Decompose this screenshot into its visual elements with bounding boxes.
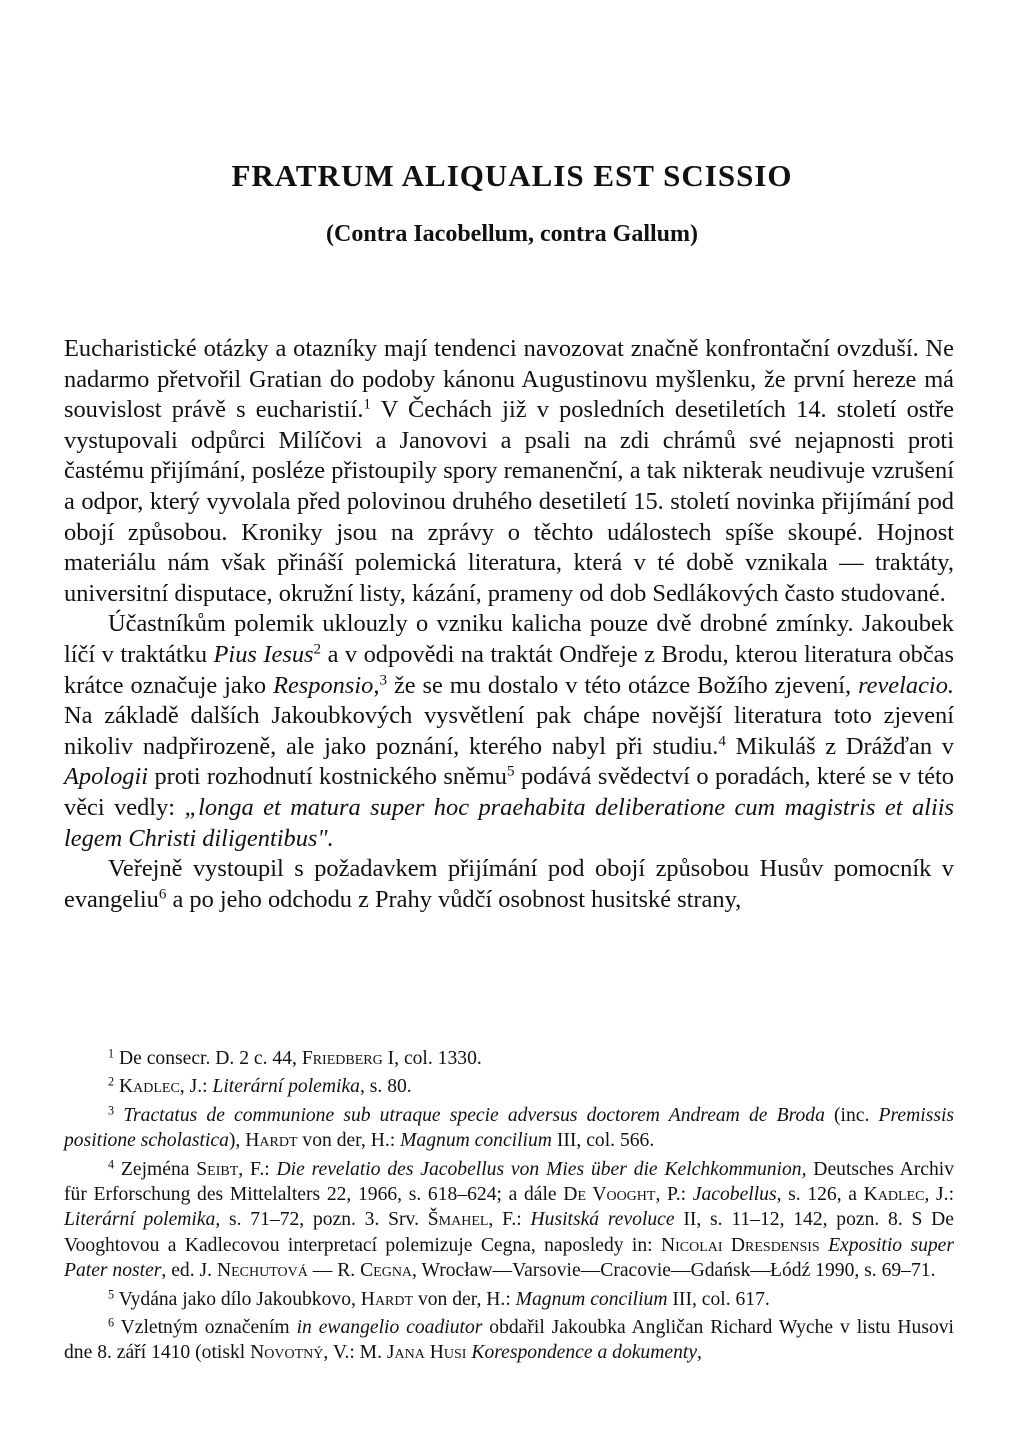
text-run: von der, H.: xyxy=(297,1130,401,1152)
text-run: II, s. 11–12, 142, pozn. 8. S De Vooghtovou a Kadlecovou interpretací polemizuje Cegna, naposledy in: xyxy=(64,1209,954,1256)
text-run: III, col. 617. xyxy=(667,1288,770,1310)
page-title: FRATRUM ALIQUALIS EST SCISSIO xyxy=(231,158,793,193)
footnote xyxy=(64,1046,954,1071)
author-name: De Vooght xyxy=(563,1184,656,1206)
text-run: , P.: xyxy=(655,1184,693,1206)
author-name: Hardt xyxy=(245,1130,298,1152)
italic-title: Expositio super Pater noster xyxy=(64,1234,954,1282)
footnote-number: 5 xyxy=(108,1286,115,1301)
text-run: III, col. 566. xyxy=(551,1130,655,1152)
text-run: De consecr. D. 2 c. 44, xyxy=(114,1048,302,1069)
footnote-ref: 2 xyxy=(313,641,322,658)
text-run: (inc. xyxy=(824,1104,879,1126)
text-run: že se mu dostalo v této otázce Božího zjevení, xyxy=(387,671,859,699)
footnote xyxy=(64,1315,954,1366)
text-run: a po jeho odchodu z Prahy vůdčí osobnost husitské strany, xyxy=(166,885,742,913)
text-run: obdařil Jakoubka Angličan Richard Wyche v listu Husovi dne 8. září 1410 (otiskl xyxy=(64,1317,954,1364)
italic-title: Jacobellus xyxy=(692,1184,777,1206)
footnote-number: 2 xyxy=(108,1074,115,1089)
author-name: Novotný xyxy=(250,1342,324,1364)
italic-title: Literární polemika xyxy=(212,1076,360,1098)
text-run: , xyxy=(697,1342,702,1364)
footnote-ref: 4 xyxy=(718,733,726,750)
italic-title: Korespondence a dokumenty xyxy=(471,1342,698,1364)
author-name: Nicolai Dresdensis xyxy=(660,1234,820,1256)
text-run: Zejména xyxy=(114,1158,197,1180)
text-run: Vydána jako dílo Jakoubkovo, xyxy=(114,1288,361,1310)
text-run: Účastníkům polemik uklouzly o vzniku kalicha pouze dvě drobné zmínky. Jakoubek líčí v traktátku xyxy=(64,610,954,668)
text-run: , Wrocław—Varsovie—Cracovie—Gdańsk—Łódź 1990, s. 69–71. xyxy=(412,1260,936,1282)
paragraph xyxy=(64,854,954,915)
body-text xyxy=(64,334,954,915)
italic-quotation: „longa et matura super hoc praehabita deliberatione cum magistris et aliis legem Christi diligentibus". xyxy=(64,793,954,852)
italic-title: Magnum concilium xyxy=(515,1288,668,1310)
text-run: Mikuláš z Drážďan v xyxy=(725,732,954,760)
text-run: Na základě dalších Jakoubkových vysvětlení pak chápe novější literatura toto zjevení nikoliv nadpřirozeně, ale jako poznání, kterého nabyl při studiu. xyxy=(64,702,954,760)
footnote xyxy=(64,1157,954,1284)
author-name: Seibt xyxy=(196,1158,239,1180)
italic-title: Die revelatio des Jacobellus von Mies über die Kelchkommunion, xyxy=(276,1158,807,1180)
italic-title: Pius Iesus xyxy=(213,640,314,668)
text-run: a v odpovědi na traktát Ondřeje z Brodu, kterou literatura občas krátce označuje jako xyxy=(64,640,954,699)
text-run: , J.: xyxy=(924,1184,955,1206)
footnote-number: 4 xyxy=(108,1156,115,1171)
italic-title: Husitská revoluce xyxy=(530,1209,675,1231)
footnote xyxy=(64,1287,954,1312)
footnote-number: 1 xyxy=(108,1046,115,1061)
italic-title: Tractatus de communione sub utraque specie adversus doctorem Andream de Broda xyxy=(123,1104,825,1126)
italic-title: Magnum concilium xyxy=(400,1130,552,1152)
text-run: , s. 71–72, pozn. 3. Srv. xyxy=(215,1209,428,1231)
author-name: Jana Husi xyxy=(386,1342,467,1364)
italic-term: in ewangelio coadiutor xyxy=(296,1317,483,1339)
text-run: , F.: xyxy=(238,1158,277,1180)
italic-term: revelacio. xyxy=(858,671,954,699)
italic-title: Responsio, xyxy=(273,671,380,699)
text-run xyxy=(820,1235,828,1256)
text-run: Deutsches Archiv für Erforschung des Mittelalters 22, 1966, s. 618–624; a dále xyxy=(64,1158,954,1206)
author-name: Hardt xyxy=(360,1288,414,1310)
text-run: I, col. 1330. xyxy=(382,1048,482,1069)
paragraph xyxy=(64,334,954,609)
footnote-ref: 1 xyxy=(363,396,371,413)
footnote-number: 6 xyxy=(108,1315,115,1330)
italic-title: Literární polemika xyxy=(64,1209,216,1231)
text-run: , s. 80. xyxy=(359,1076,412,1098)
author-name: Cegna xyxy=(360,1260,413,1282)
text-run: , F.: xyxy=(488,1209,531,1231)
text-run: — R. xyxy=(307,1260,361,1282)
text-run: ), xyxy=(228,1130,246,1152)
author-name: Šmahel xyxy=(427,1209,489,1231)
text-run: Vzletným označením xyxy=(114,1317,297,1339)
text-run: , J.: xyxy=(179,1076,213,1098)
footnote-ref: 5 xyxy=(507,764,515,780)
author-name: Friedberg xyxy=(301,1048,383,1069)
footnote xyxy=(64,1103,954,1154)
text-run: , V.: M. xyxy=(323,1342,387,1364)
author-name: Kadlec xyxy=(118,1076,180,1098)
text-run: proti rozhodnutí kostnického sněmu xyxy=(148,763,507,791)
italic-title: Premissis positione scholastica xyxy=(64,1104,955,1152)
text-run: V Čechách již v posledních desetiletích 14. století ostře vystupovali odpůrci Milíčovi a Janovovi a psali na zdi chrámů své nejapnosti proti častému přijímání, posléze přistoupily spory remanenční, a tak nikterak neudivuje vzrušení a odpor, který vyvolala před polovinou druhého desetiletí 15. století novinka přijímání pod obojí způsobou. Kroniky jsou na zprávy o těchto událostech spíše skoupé. Hojnost materiálu nám však přináší polemická literatura, která v té době vznikala — traktáty, universitní disputace, okružní listy, kázání, prameny od dob Sedlákových často studované. xyxy=(64,396,954,607)
footnotes xyxy=(64,1046,954,1369)
text-run: , s. 126, a xyxy=(776,1184,864,1206)
page-subtitle: (Contra Iacobellum, contra Gallum) xyxy=(326,221,698,247)
footnote xyxy=(64,1074,954,1099)
text-run: Veřejně vystoupil s požadavkem přijímání pod obojí způsobou Husův pomocník v evangeliu xyxy=(64,855,954,913)
footnote-number: 3 xyxy=(108,1103,115,1118)
italic-title: Apologii xyxy=(64,763,149,791)
footnote-ref: 3 xyxy=(379,672,387,689)
footnote-ref: 6 xyxy=(158,886,167,903)
paragraph xyxy=(64,609,954,854)
text-run: Eucharistické otázky a otazníky mají tendenci navozovat značně konfrontační ovzduší. Ne nadarmo přetvořil Gratian do podoby kánonu Augustinovu myšlenku, že první hereze má souvislost právě s eucharistií. xyxy=(64,335,954,424)
text-run: von der, H.: xyxy=(413,1288,516,1310)
author-name: Kadlec xyxy=(863,1184,925,1206)
text-run: , ed. J. xyxy=(161,1260,217,1282)
text-run: podává svědectví o poradách, které se v této věci vedly: xyxy=(64,763,954,821)
author-name: Nechutová xyxy=(216,1260,308,1282)
